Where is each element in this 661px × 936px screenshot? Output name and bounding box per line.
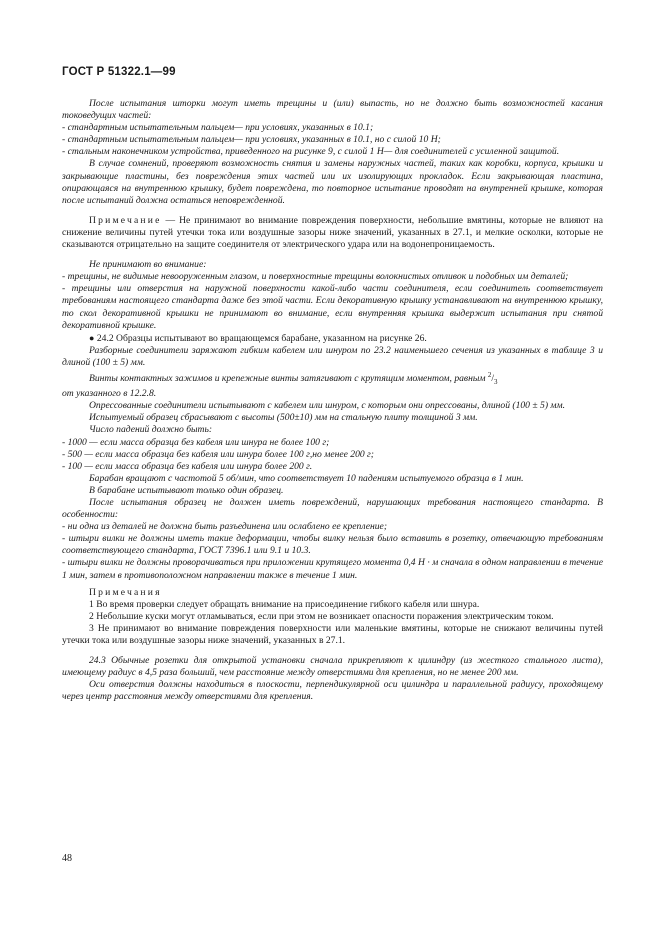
list-item: - 500 — если масса образца без кабеля или шнура более 100 г,но менее 200 г;: [62, 448, 374, 460]
list-item: - штыри вилки не должны иметь такие деформации, чтобы вилку нельзя было вставить в розетку, отвечающую требованиям соответствующего стандарта, ГОСТ 7396.1 или 9.1 и 10.3.: [62, 533, 603, 557]
notes-heading: Примечания: [89, 586, 162, 598]
clause-text: 24.2 Образцы испытывают во вращающемся барабане, указанном на рисунке 26.: [96, 332, 427, 344]
clause-24-2: [62, 332, 603, 345]
fraction-denominator: 3: [494, 378, 498, 387]
paragraph: [62, 369, 603, 388]
fraction-numerator: 2: [487, 370, 492, 379]
list-item: - штыри вилки не должны проворачиваться при приложении крутящего момента 0,4 Н · м сначала в одном направлении в течение 1 мин, затем в противоположном направлении также в течение 1 мин.: [62, 557, 603, 581]
note-text: — Не принимают во внимание повреждения поверхности, небольшие вмятины, которые не влияют на снижение величины путей утечки тока или воздушные зазоры ниже значений, указанных в 27.1, и мелкие осколки, которые не сказываются отрицательно на защите соединителя от электрического удара или на водонепроницаемость.: [62, 214, 603, 251]
paragraph: Не принимают во внимание:: [89, 259, 207, 271]
list-item: - трещины, не видимые невооруженным глазом, и поверхностные трещины волокнистых отливок и подобных им деталей;: [62, 271, 569, 283]
list-item: - стандартным испытательным пальцем— при условиях, указанных в 10.1, но с силой 10 Н;: [62, 134, 441, 146]
paragraph: В барабане испытывают только один образец.: [89, 484, 284, 496]
paragraph: Опрессованные соединители испытывают с кабелем или шнуром, с которым они опрессованы, длиной (100 ± 5) мм.: [89, 400, 566, 412]
note-label: Примечание: [89, 214, 162, 226]
list-item: - трещины или отверстия на наружной поверхности какой-либо части соединителя, если соединитель соответствует требованиям настоящего стандарта даже без этой части. Если декоративную крышку устанавливают на внутреннюю крышку, то скол декоративной крышки не принимают во внимание, если внутренняя крышка выдержит испытания при снятой декоративной крышке.: [62, 283, 603, 331]
list-item: - стандартным испытательным пальцем— при условиях, указанных в 10.1;: [62, 122, 374, 134]
paragraph: В случае сомнений, проверяют возможность снятия и замены наружных частей, таких как коробки, корпуса, крышки и закрывающие пластины, без повреждения этих частей или их изолирующих прокладок. Если закрывающая пластина, опирающаяся на внутреннюю крышку, будет повреждена, то повторное испытание проводят на внутренней крышке, которая после испытаний должна остаться неповрежденной.: [62, 158, 603, 206]
list-item: - ни одна из деталей не должна быть разъединена или ослаблено ее крепление;: [62, 521, 388, 533]
bullet-icon: ●: [89, 332, 95, 343]
note: [62, 215, 603, 251]
paragraph: Барабан вращают с частотой 5 об/мин, что соответствует 10 падениям испытуемого образца в 1 мин.: [89, 472, 524, 484]
paragraph: от указанного в 12.2.8.: [62, 388, 157, 400]
list-item: - стальным наконечником устройства, приведенного на рисунке 9, с силой 1 Н— для соединителей с усиленной защитой.: [62, 146, 560, 158]
paragraph: После испытания шторки могут иметь трещины и (или) выпасть, но не должно быть возможностей касания токоведущих частей:: [62, 98, 603, 122]
document-body: [62, 98, 603, 704]
note-item: 2 Небольшие куски могут отламываться, если при этом не возникает опасности поражения электрическим током.: [89, 610, 554, 622]
list-item: - 1000 — если масса образца без кабеля или шнура не более 100 г;: [62, 436, 330, 448]
paragraph: Число падений должно быть:: [89, 424, 213, 436]
paragraph: Испытуемый образец сбрасывают с высоты (500±10) мм на стальную плиту толщиной 3 мм.: [89, 412, 478, 424]
paragraph: Оси отверстия должны находиться в плоскости, перпендикулярной оси цилиндра и параллельной радиусу, проходящему через центр расстояния между отверстиями для крепления.: [62, 679, 603, 703]
paragraph: Разборные соединители заряжают гибким кабелем или шнуром по 23.2 наименьшего сечения из указанных в таблице 3 и длиной (100 ± 5) мм.: [62, 344, 603, 368]
list-item: - 100 — если масса образца без кабеля или шнура более 200 г.: [62, 460, 313, 472]
clause-24-3: 24.3 Обычные розетки для открытой установки сначала прикрепляют к цилиндру (из жесткого стального листа), имеющему радиус в 4,5 раза больший, чем расстояние между отверстиями для крепления, но не менее 200 мм.: [62, 655, 603, 679]
page-number: 48: [62, 853, 72, 864]
note-item: 3 Не принимают во внимание повреждения поверхности или маленькие вмятины, которые не снижают величины путей утечки тока или воздушные зазоры ниже значений, указанных в 27.1.: [62, 622, 603, 647]
document-header: ГОСТ Р 51322.1—99: [62, 66, 176, 78]
torque-text: Винты контактных зажимов и крепежные винты затягивают с крутящим моментом, равным: [89, 373, 486, 385]
fraction: $^2/_3$: [487, 370, 498, 387]
note-item: 1 Во время проверки следует обращать внимание на присоединение гибкого кабеля или шнура.: [89, 598, 480, 610]
paragraph: После испытания образец не должен иметь повреждений, нарушающих требования настоящего стандарта. В особенности:: [62, 497, 603, 521]
